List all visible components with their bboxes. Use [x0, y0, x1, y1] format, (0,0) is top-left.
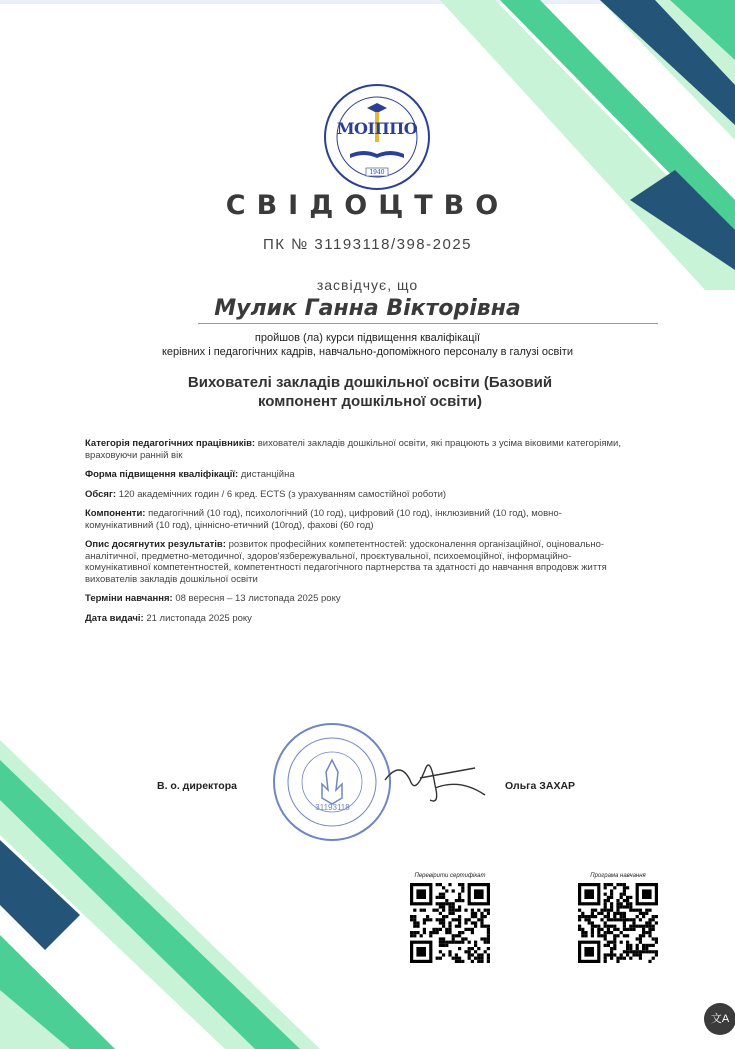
qr-program-code[interactable] [578, 883, 658, 963]
detail-label: Дата видачі: [85, 612, 144, 624]
certificate-number: ПК № 31193118/398-2025 [262, 236, 472, 253]
certifies-text: засвідчує, що [316, 277, 419, 293]
detail-value: педагогічний (10 год), психологічний (10 год), цифровий (10 год), інклюзивний (10 год), мовно-комунікативний (10 год), ціннісно-етичний (10год), фахові (60 год) [85, 508, 562, 531]
detail-label: Обсяг: [85, 488, 117, 500]
qr-program-caption: Програма навчання [590, 873, 646, 879]
detail-value: розвиток професійних компетентностей: удосконалення організаційної, оціновально-аналітичної, предметно-методичної, здоров'язбережувальної, проєктувальної, психоемоційної, інформаційно-комунікативної компетентностей, компетентності педагогічного партнерства та здатності до навчання впродовж життя вихователів закладів дошкільної освіти [85, 539, 607, 585]
detail-label: Компоненти: [85, 508, 146, 519]
logo-abbr: МОІППО [336, 119, 418, 138]
completed-line-1: пройшов (ла) курси підвищення кваліфікації [254, 332, 481, 344]
completed-line-2: керівних і педагогічних кадрів, навчально-допоміжного персоналу в галузі освіти [161, 346, 573, 358]
detail-issue-date [85, 613, 625, 625]
details-block [85, 438, 625, 632]
detail-volume [85, 489, 625, 501]
detail-category [85, 438, 625, 461]
detail-value: дистанційна [240, 469, 295, 480]
course-title: Вихователі закладів дошкільної освіти (Базовий компонент дошкільної освіти) [187, 374, 553, 410]
detail-label: Форма підвищення кваліфікації: [85, 469, 239, 480]
certificate-title: СВІДОЦТВО [225, 190, 510, 221]
detail-label: Опис досягнутих результатів: [85, 539, 226, 550]
signer-name: Ольга ЗАХАР [505, 780, 576, 792]
detail-value: вихователі закладів дошкільної освіти, які працюють з усіма віковими категоріями, враховуючи ранній вік [85, 438, 621, 461]
detail-value: 120 академічних годин / 6 кред. ECTS (з урахуванням самостійної роботи) [118, 488, 447, 500]
qr-verify-caption: Перевірити сертифікат [414, 873, 486, 879]
stamp-code: 31193118 [315, 803, 350, 812]
detail-label: Категорія педагогічних працівників: [85, 438, 256, 449]
recipient-name: Мулик Ганна Вікторівна [214, 296, 521, 321]
signer-position: В. о. директора [157, 780, 237, 792]
detail-value: 21 листопада 2025 року [146, 612, 252, 624]
translate-icon[interactable]: 文A [704, 1003, 735, 1035]
qr-verify-code[interactable] [410, 883, 490, 963]
detail-value: 08 вересня – 13 листопада 2025 року [175, 593, 341, 604]
completed-text [0, 331, 735, 359]
official-stamp [270, 720, 395, 845]
director-signature [380, 750, 490, 810]
detail-form [85, 469, 625, 481]
detail-results [85, 539, 625, 585]
detail-terms [85, 593, 625, 605]
name-underline [198, 323, 658, 324]
detail-components [85, 508, 625, 531]
detail-label: Терміни навчання: [85, 593, 173, 604]
logo-year: 1940 [369, 169, 385, 176]
